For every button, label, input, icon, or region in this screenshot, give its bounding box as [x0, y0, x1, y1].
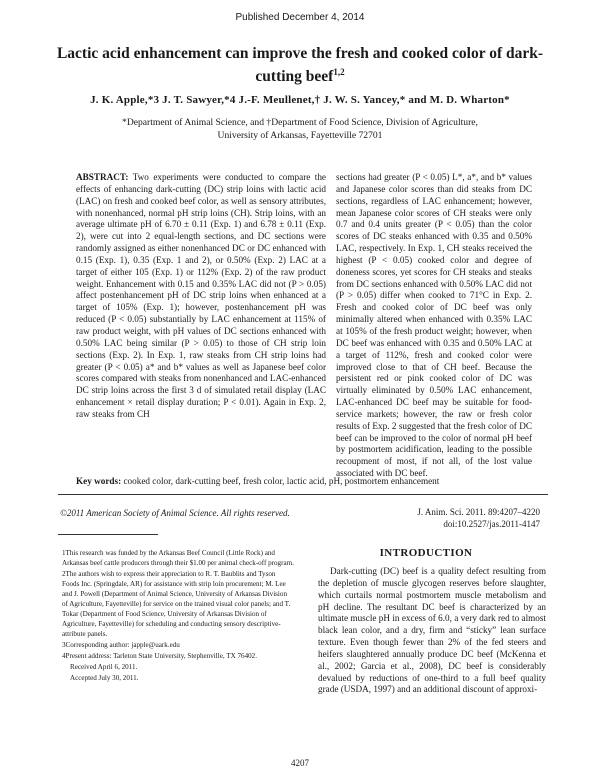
abstract-left-column — [76, 172, 326, 421]
footnote-2: 2The authors wish to express their appreciation to R. T. Baublits and Tyson Foods Inc. (Springdale, AR) for assistance with strip loin procurement; M. Lee and J. Powell (Department of Animal Science, University of Arkansas Division of Agriculture, Fayetteville) for service on the trained visual color panels; and T. Tokar (Department of Food Science, University of Arkansas Division of Agriculture, Fayetteville) for scheduling and conducting sensory descriptive-attribute panels. — [62, 570, 291, 638]
affiliation-line-1: *Department of Animal Science, and †Department of Food Science, Division of Agriculture, — [122, 117, 478, 128]
divider-rule-top — [58, 494, 548, 495]
affiliations — [60, 116, 540, 142]
citation-block — [380, 506, 540, 530]
received-date: Received April 6, 2011. — [70, 663, 138, 671]
copyright-notice: ©2011 American Society of Animal Science. All rights reserved. — [60, 508, 290, 518]
author-list: J. K. Apple,*3 J. T. Sawyer,*4 J.-F. Meullenet,† J. W. S. Yancey,* and M. D. Wharton* — [90, 94, 510, 106]
abstract-label: ABSTRACT: — [76, 172, 129, 182]
footnote-1: 1This research was funded by the Arkansas Beef Council (Little Rock) and Arkansas beef cattle producers through their $1.00 per animal check-off program. — [62, 549, 294, 567]
paper-title — [40, 44, 560, 86]
introduction-text: Dark-cutting (DC) beef is a quality defect resulting from the depletion of muscle glycogen reserves before slaughter, which curtails normal postmortem muscle metabolism and pH decline. The resultant DC beef is characterized by an ultimate muscle pH in excess of 6.0, a very dark red to almost black lean color, and a dry, firm and “sticky” lean surface texture. Even though fewer than 2% of the fed steers and heifers slaughtered annually produce DC beef (McKenna et al., 2002; Garcia et al., 2008), DC beef is considerably devalued by reductions of one-third to a full beef quality grade (USDA, 1997) and an additional discount of approxi- — [318, 566, 546, 695]
journal-citation: J. Anim. Sci. 2011. 89:4207–4220 — [417, 507, 540, 517]
page-number: 4207 — [291, 758, 309, 768]
published-date: Published December 4, 2014 — [235, 12, 365, 23]
affiliation-line-2: University of Arkansas, Fayetteville 72701 — [217, 130, 383, 141]
footnote-3: 3Corresponding author: japple@uark.edu — [62, 641, 180, 649]
keywords-label: Key words: — [76, 476, 122, 486]
abstract-left-text: Two experiments were conducted to compare the effects of enhancing dark-cutting (DC) strip loins with lactic acid (LAC) on fresh and cooked beef color, as well as sensory attributes, with nonenhanced, normal pH strip loins (CH). Strip loins, with an average ultimate pH of 6.70 ± 0.11 (Exp. 1) and 6.78 ± 0.11 (Exp. 2), were cut into 2 equal-length sections, and DC sections were randomly assigned as either nonenhanced DC or DC enhanced with 0.15 (Exp. 1), 0.35 (Exp. 1 and 2), or 0.50% (Exp. 2) LAC at a target of either 105 (Exp. 1) or 112% (Exp. 2) of the raw product weight. Enhancement with 0.15 and 0.35% LAC did not (P > 0.05) affect postenhancement pH of DC strip loins when enhanced at a target of 105% (Exp. 1); however, postenhancement pH was reduced (P < 0.05) substantially by LAC enhancement at 115% of raw product weight, with pH values of DC sections enhanced with 0.50% LAC being similar (P > 0.05) to those of CH strip loin sections (Exp. 2). In Exp. 1, raw steaks from CH strip loins had greater (P < 0.05) a* and b* values as well as Japanese beef color scores compared with steaks from nonenhanced and LAC-enhanced DC strip loins across the first 3 d of simulated retail display (LAC enhancement × retail display duration; P < 0.01). Again in Exp. 2, raw steaks from CH — [76, 172, 327, 419]
doi: doi:10.2527/jas.2011-4147 — [443, 519, 540, 529]
accepted-date: Accepted July 30, 2011. — [70, 674, 139, 682]
introduction-heading: INTRODUCTION — [379, 547, 473, 559]
keywords-text: cooked color, dark-cutting beef, fresh color, lactic acid, pH, postmortem enhancement — [123, 476, 440, 486]
footnote-rule — [58, 534, 158, 535]
abstract-right-column: sections had greater (P < 0.05) L*, a*, and b* values and Japanese color scores than did steaks from DC sections, regardless of LAC enhancement; however, mean Japanese color scores of CH steaks were only 0.7 and 0.4 units greater (P < 0.05) than the color scores of DC steaks enhanced with 0.35 and 0.50% LAC, respectively. In Exp. 1, CH steaks received the highest (P < 0.05) cooked color and degree of doneness scores, yet scores for CH steaks and steaks from DC sections enhanced with 0.50% LAC did not (P > 0.05) differ when cooked to 71°C in Exp. 2. Fresh and cooked color of DC beef was only minimally altered when enhanced with 0.35% LAC at 105% of the fresh product weight; however, when DC beef was enhanced with 0.35 and 0.50% LAC at a target of 112%, fresh and cooked color were improved close to that of CH beef. Because the persistent red or pink cooked color of DC was virtually eliminated by 0.50% LAC enhancement, LAC-enhanced DC beef may be suitable for food-service markets; however, the raw or fresh color results of Exp. 2 suggested that the fresh color of DC beef can be improved to the color of normal pH beef by postmortem acidification, leading to the possible recoupment of most, if not all, of the lost value associated with DC beef. — [336, 172, 532, 479]
footnotes — [62, 548, 294, 684]
keywords — [76, 476, 536, 486]
footnote-4: 4Present address: Tarleton State University, Stephenville, TX 76402. — [62, 652, 258, 660]
title-footnote-marks: 1,2 — [333, 67, 345, 77]
title-text: Lactic acid enhancement can improve the fresh and cooked color of dark-cutting beef — [56, 45, 544, 86]
